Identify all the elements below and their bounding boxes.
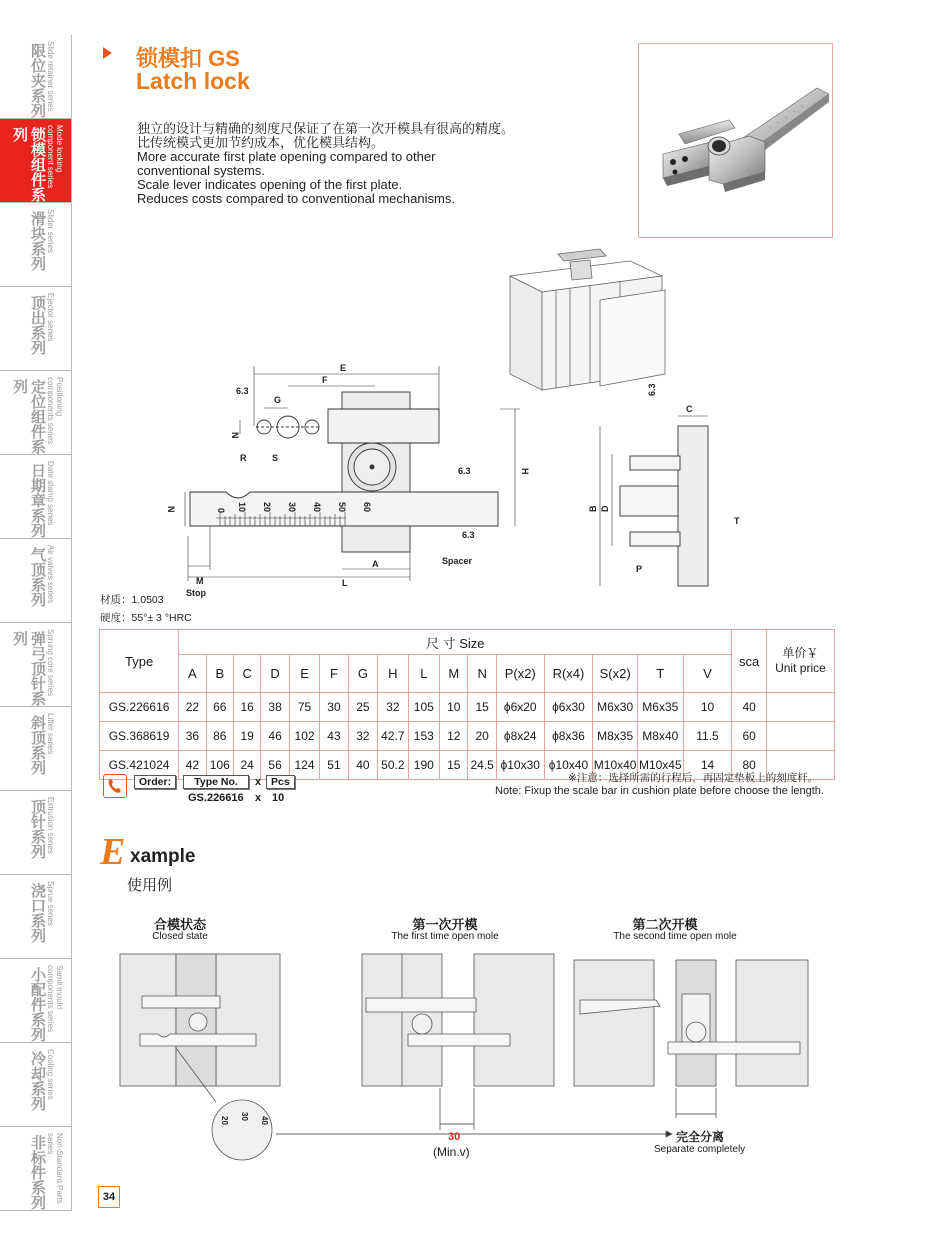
description-line: More accurate first plate opening compared to other [137,149,436,164]
side-tab-cooling[interactable] [0,1043,72,1127]
stage-closed-en: Closed state [152,931,208,942]
cell: ϕ6x20 [496,693,544,722]
cell: M10x40 [593,751,638,780]
cell: 66 [206,693,233,722]
cell-sca: 60 [732,722,767,751]
price-header [766,630,834,693]
min-value: 30 [448,1131,461,1143]
side-tab-date-stamp[interactable] [0,455,72,539]
order-example-times: x [255,792,262,804]
cell: 102 [289,722,319,751]
dim-F: F [322,375,328,385]
cell: 19 [233,722,260,751]
col-M: M [440,655,468,693]
dim-6.3: 6.3 [647,383,657,396]
cell: 56 [261,751,289,780]
technical-drawing [160,236,740,598]
dim-H: H [520,468,530,475]
hardness-line: 硬度：55°± 3 °HRC [100,612,192,624]
cell-sca: 80 [732,751,767,780]
cell: 153 [408,722,439,751]
side-tab-en: Ejector series [46,293,55,342]
cell: 40 [348,751,377,780]
dim-6.3: 6.3 [236,386,249,396]
dim-M: M [196,576,204,586]
side-tab-en: Lifter series [46,713,55,755]
dim-N: N [166,506,176,513]
dim-6.3: 6.3 [462,530,475,540]
description-line: 独立的设计与精确的刻度尺保证了在第一次开模具有很高的精度。 [137,121,515,136]
side-tab-cn: 限位夹系列 [29,43,46,118]
side-tab-en: Positioning components series [46,377,64,445]
cell: ϕ8x24 [496,722,544,751]
dim-E: E [340,363,347,373]
cell: 43 [320,722,348,751]
cell: 14 [683,751,732,780]
cell-type: GS.226616 [100,693,179,722]
cell: ϕ10x40 [544,751,593,780]
cell: 46 [261,722,289,751]
cell: 32 [378,693,408,722]
cell: 51 [320,751,348,780]
side-tab-en: Sprung core series [46,629,55,697]
scale-tick-label: 40 [312,502,322,513]
example-title-cn: 使用例 [127,877,173,894]
lever-holes [256,416,320,438]
type-no-label: Type No. [183,775,249,789]
dim-R: R [240,453,247,463]
side-tab-cn: 气顶系列 [29,547,46,607]
side-tab-en: Mode locking component series [46,125,64,189]
mould-isometric [510,249,665,390]
closed-state-diagram [120,954,280,1086]
cell: 50.2 [378,751,408,780]
cell: 42 [179,751,206,780]
description-line: Scale lever indicates opening of the first plate. [137,177,403,192]
side-tab-small-mould[interactable] [0,959,72,1043]
title-en: Latch lock [136,68,250,94]
description-line: 比传统模式更加节约成本，优化模具结构。 [137,135,385,150]
cell: 86 [206,722,233,751]
side-tab-cn: 浇口系列 [29,883,46,943]
side-tab-en: Date stamp series [46,461,55,526]
cell: 75 [289,693,319,722]
order-times: x [255,776,262,788]
cell-price [766,693,834,722]
cell: 15 [440,751,468,780]
side-tab-en: Cooling series [46,1049,55,1100]
side-tab-slide-retainer[interactable] [0,35,72,119]
phone-order-icon [103,774,127,798]
cell: 15 [468,693,496,722]
cell: 24 [233,751,260,780]
scale-tick-label: 10 [237,502,247,513]
cell: 11.5 [683,722,732,751]
side-tab-cn: 斜顶系列 [29,715,46,775]
example-title: xample [130,846,196,867]
scale-tick-label: 50 [337,502,347,513]
latch-lock-photo [639,44,832,237]
separate-cn: 完全分离 [676,1130,725,1144]
dim-C: C [686,404,693,414]
scale-tick-label: 0 [216,508,226,514]
side-tab-en: Slide retainer series [46,41,55,112]
label-spacer: Spacer [442,556,473,566]
side-tab-en: Non-Standard Parts series [46,1133,64,1204]
material-line: 材质：1.0503 [100,594,164,606]
zoom-tick-label: 30 [240,1112,249,1121]
side-tab-slider[interactable] [0,203,72,287]
note-cn: ※注意：选择所需的行程后，再固定垫板上的刻度杆。 [568,772,819,784]
side-tab-extrusion[interactable] [0,791,72,875]
pcs-label: Pcs [266,775,295,789]
col-L: L [408,655,439,693]
col-P: P(x2) [496,655,544,693]
front-view [190,392,498,552]
side-tab-cn: 定位组件系列 [11,379,46,454]
price-header-cn: 单价￥ [782,646,819,660]
col-N: N [468,655,496,693]
zoom-tick-label: 40 [260,1116,269,1125]
sca-header: sca [732,630,767,693]
side-tab-cn: 小配件系列 [29,967,46,1042]
cell: 10 [440,693,468,722]
stage-second-en: The second time open mole [613,931,737,942]
dim-D: D [600,505,610,512]
title-arrow-icon [103,47,112,59]
dim-6.3: 6.3 [458,466,471,476]
col-F: F [320,655,348,693]
table-row [100,722,835,751]
cell: ϕ10x30 [496,751,544,780]
side-tab-cn: 顶出系列 [29,295,46,355]
cell-type: GS.421024 [100,751,179,780]
side-tab-cn: 非标件系列 [29,1135,46,1210]
cell: 106 [206,751,233,780]
side-tab-cn: 日期章系列 [29,463,46,538]
type-header: Type [100,630,179,693]
note-en: Note: Fixup the scale bar in cushion plate before choose the length. [495,785,824,797]
order-example-qty: 10 [272,792,285,804]
stage-closed-cn: 合模状态 [153,917,206,932]
col-T: T [637,655,683,693]
dim-B: B [588,505,598,512]
side-tab-non-standard[interactable] [0,1127,72,1211]
product-photo [638,43,833,238]
side-tab-en: Sprue series [46,881,55,926]
cell-type: GS.368619 [100,722,179,751]
col-V: V [683,655,732,693]
col-S: S(x2) [593,655,638,693]
dim-S: S [272,453,279,463]
col-G: G [348,655,377,693]
first-open-diagram [362,954,554,1086]
dim-L: L [342,578,348,588]
table-row [100,693,835,722]
side-tab-cn: 冷却系列 [29,1051,46,1111]
side-tab-cn: 弹弓顶针系列 [11,631,46,706]
order-label: Order: [134,775,176,789]
col-R: R(x4) [544,655,593,693]
cell: 22 [179,693,206,722]
col-H: H [378,655,408,693]
cell: M6x30 [593,693,638,722]
cell: 20 [468,722,496,751]
col-D: D [261,655,289,693]
cell: 12 [440,722,468,751]
side-tab-cn: 锁模组件系列 [11,127,46,202]
description [137,122,514,206]
cell-sca: 40 [732,693,767,722]
cell: M10x45 [637,751,683,780]
cell: 124 [289,751,319,780]
min-label: (Min.v) [433,1145,470,1159]
cell: ϕ6x30 [544,693,593,722]
cell: 24.5 [468,751,496,780]
scale-tick-label: 60 [362,502,372,513]
order-example-type: GS.226616 [188,792,244,804]
side-tab-sprung-core[interactable] [0,623,72,707]
description-line: Reduces costs compared to conventional mechanisms. [137,191,455,206]
side-tab-ejector[interactable] [0,287,72,371]
stage-first-cn: 第一次开模 [412,917,478,932]
col-C: C [233,655,260,693]
dim-G: G [274,395,282,405]
side-tab-en: Air valves series [46,545,55,604]
cell: M6x35 [637,693,683,722]
second-open-diagram [574,960,808,1086]
cell: 32 [348,722,377,751]
cell: 105 [408,693,439,722]
cell: 10 [683,693,732,722]
cell-price [766,722,834,751]
cell: 42.7 [378,722,408,751]
side-nav [0,35,72,1213]
stage-second-cn: 第二次开模 [632,917,698,932]
side-tab-cn: 顶针系列 [29,799,46,859]
side-tab-en: Slider series [46,209,55,254]
side-tab-sprue[interactable] [0,875,72,959]
zoom-tick-label: 20 [220,1116,229,1125]
example-title-letter: E [100,831,126,873]
size-header: 尺 寸 Size [179,630,732,655]
dim-A: A [372,559,379,569]
description-line: conventional systems. [137,163,265,178]
cell: 16 [233,693,260,722]
spec-table [99,629,835,780]
dim-T: T [734,516,740,526]
cell: 30 [320,693,348,722]
cell: 38 [261,693,289,722]
separate-en: Separate completely [654,1144,746,1155]
cell: M8x35 [593,722,638,751]
cell: ϕ8x36 [544,722,593,751]
cell: 25 [348,693,377,722]
title-cn: 锁模扣 GS [136,46,240,71]
label-stop: Stop [186,588,206,598]
col-A: A [179,655,206,693]
scale-tick-label: 20 [262,502,272,513]
cell: M8x40 [637,722,683,751]
price-header-en: Unit price [775,661,826,675]
side-tab-positioning[interactable] [0,371,72,455]
side-tab-cn: 滑块系列 [29,211,46,271]
side-tab-lifter[interactable] [0,707,72,791]
scale-tick-label: 30 [287,502,297,513]
cell: 36 [179,722,206,751]
side-view [620,426,708,586]
side-tab-air-valves[interactable] [0,539,72,623]
dim-N: N [230,432,240,439]
side-tab-mode-locking[interactable] [0,119,72,203]
page-number: 34 [98,1186,120,1208]
dim-P: P [636,564,643,574]
col-E: E [289,655,319,693]
side-tab-en: Extrusion series [46,797,55,854]
cell: 190 [408,751,439,780]
col-B: B [206,655,233,693]
side-tab-en: Samll mould components series [46,965,64,1033]
stage-first-en: The first time open mole [391,931,499,942]
